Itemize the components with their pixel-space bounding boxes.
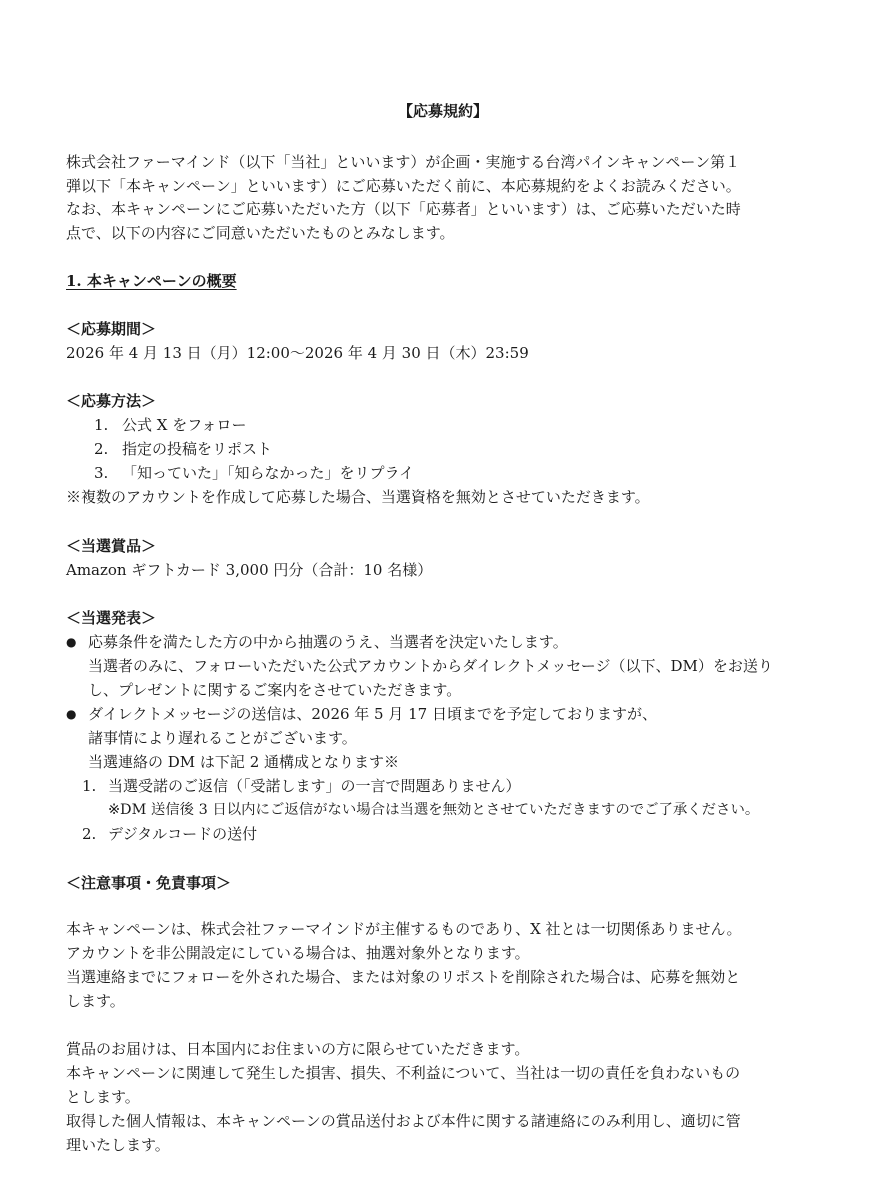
notes-line: します。 xyxy=(66,992,125,1010)
period-heading: ＜応募期間＞ xyxy=(66,320,157,338)
notes-line: 本キャンペーンに関連して発生した損害、損失、不利益について、当社は一切の責任を負わないもの xyxy=(66,1064,741,1082)
method-step-text: 「知っていた」「知らなかった」をリプライ xyxy=(122,464,415,482)
intro-line: 株式会社ファーマインド（以下「当社」といいます）が企画・実施する台湾パインキャンペーン第１ xyxy=(66,153,741,171)
announcement-line: ダイレクトメッセージの送信は、2026 年 5 月 17 日頃までを予定しておりますが、 xyxy=(88,705,657,723)
method-heading: ＜応募方法＞ xyxy=(66,392,157,410)
announcement-line: 諸事情により遅れることがございます。 xyxy=(88,729,357,747)
dm-step-number: 2. xyxy=(82,825,97,843)
bullet-icon: ● xyxy=(66,707,77,721)
method-step-number: 3. xyxy=(94,464,109,482)
method-step-text: 指定の投稿をリポスト xyxy=(122,440,273,458)
dm-step-text: 当選受諾のご返信（「受諾します」の一言で問題ありません） xyxy=(108,777,521,795)
period-text: 2026 年 4 月 13 日（月）12:00～2026 年 4 月 30 日（木）23:59 xyxy=(66,344,529,362)
announcement-line: 当選連絡の DM は下記 2 通構成となります※ xyxy=(88,753,400,771)
bullet-icon: ● xyxy=(66,635,77,649)
section-heading-overview: 1. 本キャンペーンの概要 xyxy=(66,272,237,290)
intro-line: 点で、以下の内容にご同意いただいたものとみなします。 xyxy=(66,224,455,242)
method-step-number: 1. xyxy=(94,416,109,434)
notes-line: 賞品のお届けは、日本国内にお住まいの方に限らせていただきます。 xyxy=(66,1040,530,1058)
dm-step-text: デジタルコードの送付 xyxy=(108,825,258,843)
notes-line: 本キャンペーンは、株式会社ファーマインドが主催するものであり、X 社とは一切関係ありません。 xyxy=(66,920,742,938)
notes-line: とします。 xyxy=(66,1088,140,1106)
method-step-number: 2. xyxy=(94,440,109,458)
announcement-line: 当選者のみに、フォローいただいた公式アカウントからダイレクトメッセージ（以下、DM）をお送り xyxy=(88,657,773,675)
notes-heading: ＜注意事項・免責事項＞ xyxy=(66,874,232,892)
prize-heading: ＜当選賞品＞ xyxy=(66,537,157,555)
notes-line: 当選連絡までにフォローを外された場合、または対象のリポストを削除された場合は、応募を無効と xyxy=(66,968,741,986)
intro-line: 弾以下「本キャンペーン」といいます）にご応募いただく前に、本応募規約をよくお読みください。 xyxy=(66,177,741,195)
dm-note: ※DM 送信後 3 日以内にご返信がない場合は当選を無効とさせていただきますのでご了承ください。 xyxy=(108,802,760,818)
intro-line: なお、本キャンペーンにご応募いただいた方（以下「応募者」といいます）は、ご応募いただいた時 xyxy=(66,200,741,218)
page-title: 【応募規約】 xyxy=(397,102,488,120)
prize-text: Amazon ギフトカード 3,000 円分（合計：10 名様） xyxy=(66,561,433,579)
notes-line: 理いたします。 xyxy=(66,1136,170,1154)
announcement-line: し、プレゼントに関するご案内をさせていただきます。 xyxy=(88,681,462,699)
announcement-line: 応募条件を満たした方の中から抽選のうえ、当選者を決定いたします。 xyxy=(88,633,568,651)
notes-line: アカウントを非公開設定にしている場合は、抽選対象外となります。 xyxy=(66,944,530,962)
dm-step-number: 1. xyxy=(82,777,97,795)
method-step-text: 公式 X をフォロー xyxy=(122,416,247,434)
announcement-heading: ＜当選発表＞ xyxy=(66,609,157,627)
method-note: ※複数のアカウントを作成して応募した場合、当選資格を無効とさせていただきます。 xyxy=(66,488,650,506)
notes-line: 取得した個人情報は、本キャンペーンの賞品送付および本件に関する諸連絡にのみ利用し、適切に管 xyxy=(66,1112,741,1130)
